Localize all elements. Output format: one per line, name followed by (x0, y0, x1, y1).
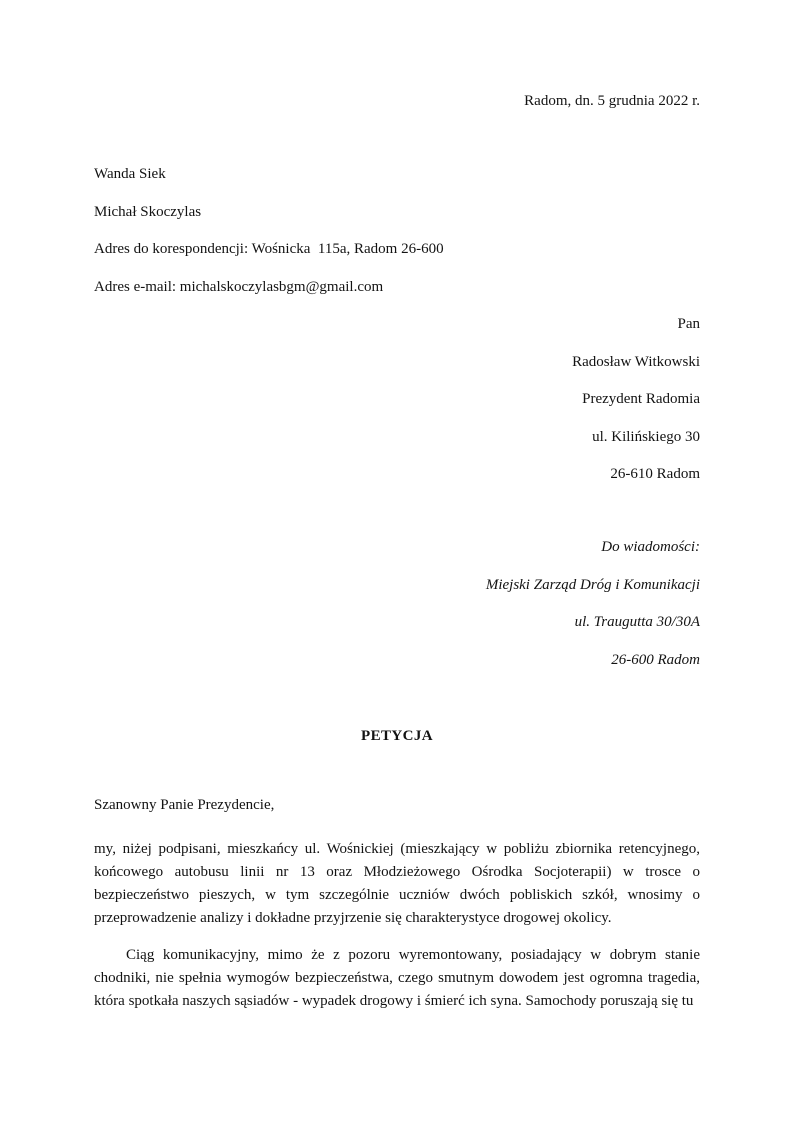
petition-title: PETYCJA (361, 727, 433, 744)
recipient-name: Radosław Witkowski (572, 353, 700, 370)
recipient-honorific: Pan (677, 316, 700, 332)
cc-city: 26-600 Radom (611, 651, 700, 668)
recipient-city: 26-610 Radom (610, 466, 700, 482)
sender-name-1: Wanda Siek (94, 166, 166, 182)
sender-email: Adres e-mail: michalskoczylasbgm@gmail.com (94, 278, 384, 295)
sender-correspondence-address: Adres do korespondencji: Wośnicka 115a, Radom 26-600 (94, 241, 444, 257)
body-paragraph-1: my, niżej podpisani, mieszkańcy ul. Wośnickiej (mieszkający w pobliżu zbiornika retencyjnego, końcowego autobusu linii nr 13 oraz Młodzieżowego Ośrodka Socjoterapii) w trosce o bezpieczeństwo pieszych, w tym szczególnie uczniów dwóch pobliskich szkół, wnosimy o przeprowadzenie analizy i dokładne przyjrzenie się charakterystyce drogowej okolicy. (94, 840, 700, 926)
date-line: Radom, dn. 5 grudnia 2022 r. (524, 93, 700, 109)
recipient-street: ul. Kilińskiego 30 (592, 428, 700, 445)
body-paragraph-2: Ciąg komunikacyjny, mimo że z pozoru wyremontowany, posiadający w dobrym stanie chodniki, nie spełnia wymogów bezpieczeństwa, czego smutnym dowodem jest ogromna tragedia, która spotkała naszych sąsiadów - wypadek drogowy i śmierć ich syna. Samochody poruszają się tu (94, 947, 700, 1009)
sender-block (94, 163, 700, 299)
cc-label: Do wiadomości: (601, 539, 700, 555)
recipient-title: Prezydent Radomia (582, 391, 700, 407)
cc-street: ul. Traugutta 30/30A (574, 614, 700, 630)
recipient-block (94, 313, 700, 486)
cc-organization: Miejski Zarząd Dróg i Komunikacji (485, 576, 700, 593)
salutation: Szanowny Panie Prezydencie, (94, 796, 275, 813)
sender-name-2: Michał Skoczylas (94, 203, 202, 220)
cc-block (94, 536, 700, 672)
